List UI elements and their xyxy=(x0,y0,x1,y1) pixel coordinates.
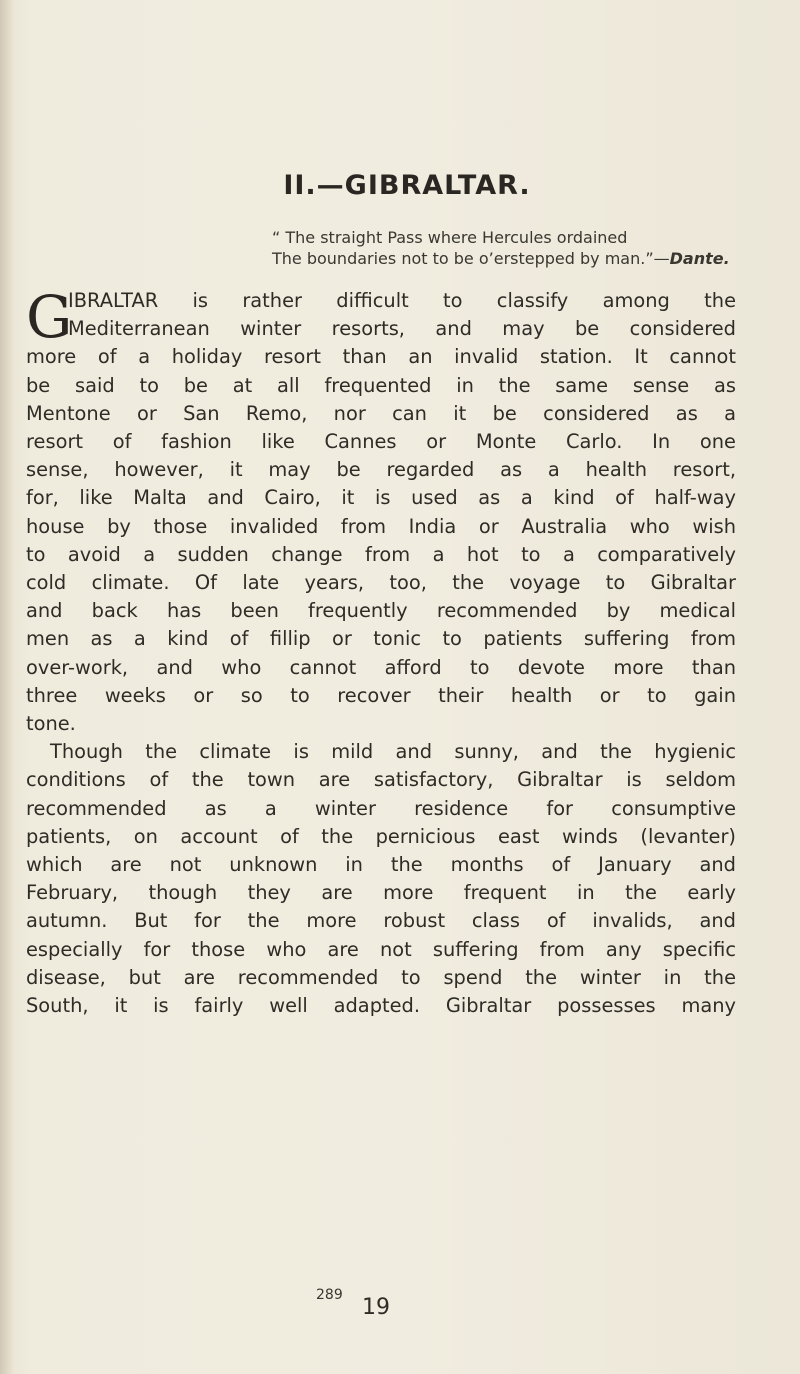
chapter-heading: II.—GIBRALTAR. xyxy=(283,170,531,201)
paragraph-2 xyxy=(26,738,736,1020)
paragraph-2-line: which are not unknown in the months of January and xyxy=(26,853,736,877)
paragraph-1-line: house by those invalided from India or Australia who wish xyxy=(26,514,736,538)
page-number: 289 xyxy=(316,1287,343,1303)
paragraph-2-line: autumn. But for the more robust class of invalids, and xyxy=(26,909,736,933)
paragraph-2-line: February, though they are more frequent in the early xyxy=(26,881,736,905)
epigraph-line-2-text: The boundaries not to be o’erstepped by man.”— xyxy=(272,249,670,268)
paragraph-1-line: resort of fashion like Cannes or Monte Carlo. In one xyxy=(26,430,736,454)
paragraph-1-line: sense, however, it may be regarded as a health resort, xyxy=(26,458,736,482)
paragraph-1-line: for, like Malta and Cairo, it is used as a kind of half-way xyxy=(26,486,736,510)
paragraph-2-line: recommended as a winter residence for consumptive xyxy=(26,796,736,820)
paragraph-1-line: tone. xyxy=(26,712,76,736)
paragraph-2-line: especially for those who are not suffering from any specific xyxy=(26,937,736,961)
paragraph-1-line: to avoid a sudden change from a hot to a comparatively xyxy=(26,542,736,566)
paragraph-1-line: IBRALTAR is rather difficult to classify among the xyxy=(68,289,736,312)
page-binding-edge xyxy=(0,0,14,1374)
paragraph-1-line: three weeks or so to recover their health or to gain xyxy=(26,683,736,707)
paragraph-1-line: more of a holiday resort than an invalid station. It cannot xyxy=(26,345,736,369)
paragraph-2-line: conditions of the town are satisfactory, Gibraltar is seldom xyxy=(26,768,736,792)
paragraph-2-line: Though the climate is mild and sunny, and the hygienic xyxy=(50,740,736,764)
signature-mark: 19 xyxy=(362,1295,390,1320)
paragraph-1-line: Mentone or San Remo, nor can it be considered as a xyxy=(26,401,736,425)
epigraph-line-2 xyxy=(272,248,772,269)
paragraph-1-line: men as a kind of fillip or tonic to patients suffering from xyxy=(26,627,736,651)
paragraph-1-line: Mediterranean winter resorts, and may be considered xyxy=(68,317,736,341)
paragraph-2-line: disease, but are recommended to spend the winter in the xyxy=(26,965,736,989)
body-text xyxy=(26,283,736,1020)
epigraph-line-1: “ The straight Pass where Hercules ordained xyxy=(272,228,628,247)
paragraph-1-line: be said to be at all frequented in the same sense as xyxy=(26,373,736,397)
epigraph-author: Dante. xyxy=(669,249,730,268)
paragraph-2-line: South, it is fairly well adapted. Gibraltar possesses many xyxy=(26,994,736,1018)
paragraph-1-line: and back has been frequently recommended by medical xyxy=(26,599,736,623)
drop-cap: G xyxy=(26,283,73,351)
paragraph-1-line: over-work, and who cannot afford to devote more than xyxy=(26,655,736,679)
paragraph-2-line: patients, on account of the pernicious east winds (levanter) xyxy=(26,824,736,848)
epigraph xyxy=(272,227,772,269)
paragraph-1 xyxy=(26,283,736,738)
paragraph-1-line: cold climate. Of late years, too, the voyage to Gibraltar xyxy=(26,571,736,595)
